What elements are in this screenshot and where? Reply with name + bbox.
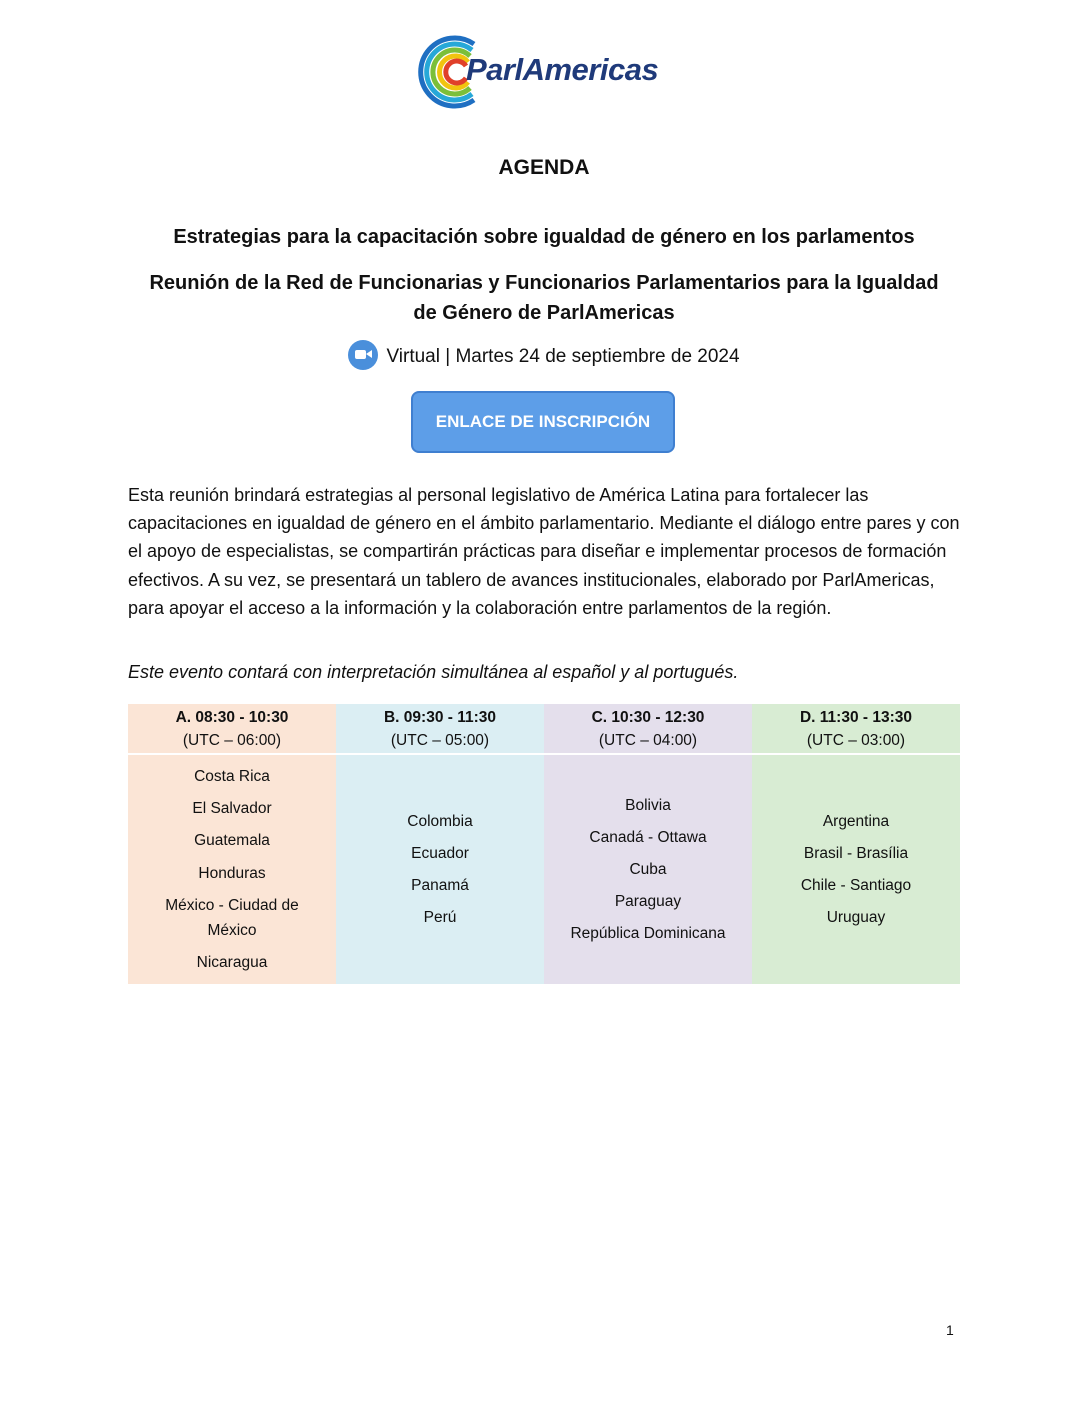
country-item: Bolivia	[625, 796, 671, 814]
country-item: Perú	[423, 909, 457, 927]
agenda-heading: AGENDA	[498, 156, 590, 179]
country-list	[752, 755, 960, 984]
description-paragraph: Esta reunión brindará estrategias al personal legislativo de América Latina para fortalecer las capacitaciones en igualdad de género en el ámbito parlamentario. Mediante el diálogo entre pares y con el apoyo de especialistas, se compartirán prácticas para diseñar e implementar procesos de formación efectivos. A su vez, se presentará un tablero de avances institucionales, elaborado por ParlAmericas, para apoyar el acceso a la información y la colaboración entre parlamentos de la región.	[128, 485, 960, 618]
schedule-column-header	[544, 704, 752, 755]
time-slot: C. 10:30 - 12:30	[591, 709, 705, 726]
time-slot: A. 08:30 - 10:30	[175, 709, 289, 726]
page-number: 1	[946, 1322, 954, 1338]
logo-text: ParlAmericas	[466, 52, 659, 87]
utc-offset: (UTC – 03:00)	[806, 732, 906, 749]
event-title: Estrategias para la capacitación sobre igualdad de género en los parlamentos	[173, 226, 915, 248]
event-subtitle: Reunión de la Red de Funcionarias y Funcionarios Parlamentarios para la Igualdad de Género de ParlAmericas	[149, 272, 939, 324]
country-item: Nicaragua	[196, 953, 268, 971]
registration-link-button[interactable]: ENLACE DE INSCRIPCIÓN	[411, 391, 675, 453]
video-camera-icon	[348, 340, 378, 370]
schedule-column	[544, 704, 752, 984]
country-item: Argentina	[822, 812, 890, 830]
country-item: Cuba	[629, 861, 667, 878]
parlamericas-logo	[414, 34, 674, 110]
country-list	[128, 755, 336, 984]
country-item: Guatemala	[194, 832, 270, 850]
country-list	[544, 755, 752, 984]
country-item: Panamá	[411, 877, 469, 895]
event-dateline	[0, 342, 1088, 372]
time-slot: B. 09:30 - 11:30	[383, 709, 496, 726]
country-item: República Dominicana	[570, 925, 726, 943]
country-item: Brasil - Brasília	[803, 844, 909, 862]
country-item: Uruguay	[826, 909, 886, 927]
country-item: El Salvador	[192, 800, 272, 818]
country-item: México - Ciudad de México	[165, 896, 299, 939]
dateline-text: Virtual | Martes 24 de septiembre de 2024	[386, 346, 740, 368]
schedule-column-header	[128, 704, 336, 755]
schedule-column-header	[336, 704, 544, 755]
schedule-column	[336, 704, 544, 984]
country-list	[336, 755, 544, 984]
country-item: Canadá - Ottawa	[589, 828, 707, 846]
schedule-column-header	[752, 704, 960, 755]
utc-offset: (UTC – 05:00)	[390, 732, 490, 749]
interpretation-note: Este evento contará con interpretación simultánea al español y al portugués.	[128, 662, 739, 682]
schedule-table	[128, 704, 960, 984]
country-item: Ecuador	[411, 844, 469, 862]
time-slot: D. 11:30 - 13:30	[799, 709, 912, 726]
country-item: Honduras	[198, 864, 266, 882]
utc-offset: (UTC – 04:00)	[598, 732, 698, 749]
schedule-column	[752, 704, 960, 984]
schedule-column	[128, 704, 336, 984]
country-item: Paraguay	[614, 893, 682, 911]
country-item: Costa Rica	[194, 768, 270, 786]
country-item: Colombia	[407, 812, 473, 830]
utc-offset: (UTC – 06:00)	[182, 732, 282, 749]
country-item: Chile - Santiago	[800, 877, 912, 895]
